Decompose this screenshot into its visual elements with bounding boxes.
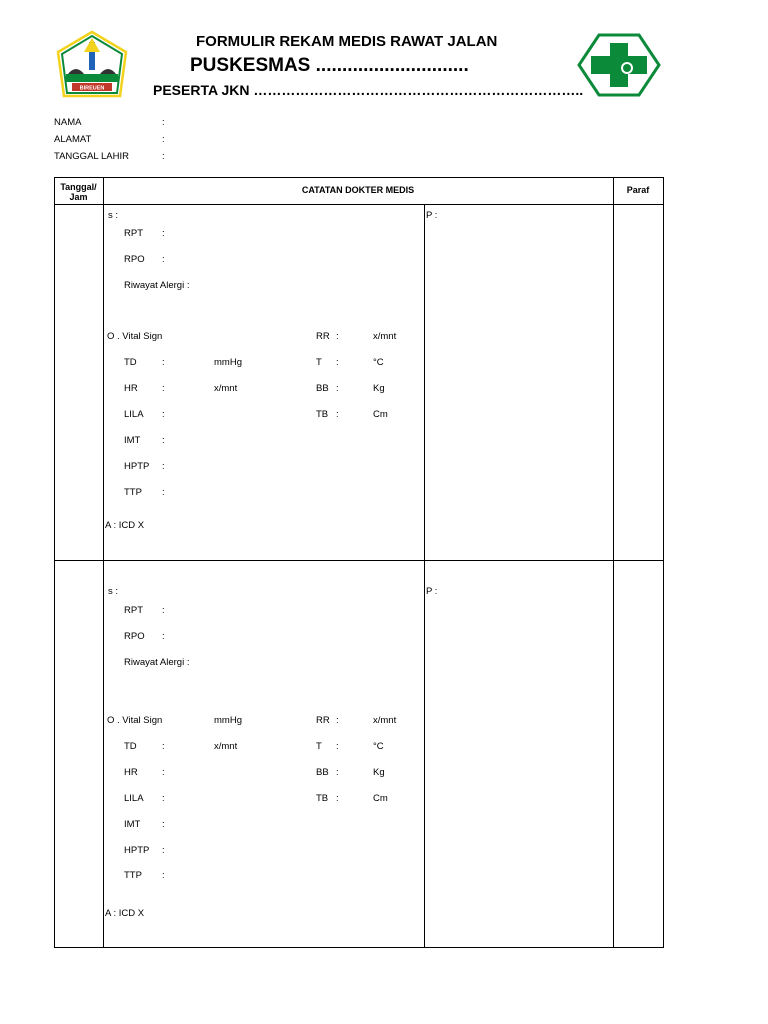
hr-label: HR [124,383,138,394]
rpo-label: RPO [124,254,145,265]
lila-label: LILA [124,409,144,420]
subjective-label: s : [108,210,119,221]
tanggal-lahir-colon: : [162,151,165,162]
objective-vital-sign-label: O . Vital Sign [107,715,163,726]
riwayat-alergi-label: Riwayat Alergi : [124,280,190,291]
rr-label: RR [316,331,330,342]
alamat-label: ALAMAT [54,134,92,145]
temp-unit: °C [373,741,384,752]
hptp-label: HPTP [124,845,150,856]
bb-unit: Kg [373,383,385,394]
peserta-jkn-title: PESERTA JKN …………………………………………………………….. [153,82,584,98]
emblem-text: BIREUEN [79,85,105,92]
regency-emblem-icon [56,30,128,98]
riwayat-alergi-label: Riwayat Alergi : [124,657,190,668]
puskesmas-logo-icon [577,33,661,97]
bb-label: BB [316,383,329,394]
temp-label: T [316,741,322,752]
column-header-notes: CATATAN DOKTER MEDIS [301,185,415,195]
tb-unit: Cm [373,793,388,804]
form-title: FORMULIR REKAM MEDIS RAWAT JALAN [196,33,498,50]
temp-unit: °C [373,357,384,368]
hr-label: HR [124,767,138,778]
imt-label: IMT [124,819,141,830]
td-label: TD [124,357,137,368]
rpt-label: RPT [124,228,143,239]
bb-label: BB [316,767,329,778]
rr-unit: x/mnt [373,715,397,726]
hr-unit: x/mnt [214,383,238,394]
tb-unit: Cm [373,409,388,420]
nama-label: NAMA [54,117,82,128]
hptp-label: HPTP [124,461,150,472]
plan-label: P : [426,210,438,221]
alamat-colon: : [162,134,165,145]
lila-label: LILA [124,793,144,804]
tb-label: TB [316,409,329,420]
imt-label: IMT [124,435,141,446]
rr-label: RR [316,715,330,726]
rr-unit: x/mnt [373,331,397,342]
rpt-label: RPT [124,605,143,616]
ttp-label: TTP [124,487,142,498]
bb-unit: Kg [373,767,385,778]
td-label: TD [124,741,137,752]
vital-sign-unit: mmHg [214,715,242,726]
td-unit: mmHg [214,357,242,368]
ttp-label: TTP [124,870,142,881]
temp-label: T [316,357,322,368]
objective-vital-sign-label: O . Vital Sign [107,331,163,342]
plan-label: P : [426,586,438,597]
puskesmas-title: PUSKESMAS ............................. [190,55,469,76]
assessment-icd-label: A : ICD X [105,908,145,919]
tanggal-lahir-label: TANGGAL LAHIR [54,151,129,162]
tb-label: TB [316,793,329,804]
column-header-date: Tanggal/ Jam [60,182,97,202]
nama-colon: : [162,117,165,128]
td-unit: x/mnt [214,741,238,752]
rpo-label: RPO [124,631,145,642]
subjective-label: s : [108,586,119,597]
assessment-icd-label: A : ICD X [105,520,145,531]
column-header-sign: Paraf [626,185,650,195]
